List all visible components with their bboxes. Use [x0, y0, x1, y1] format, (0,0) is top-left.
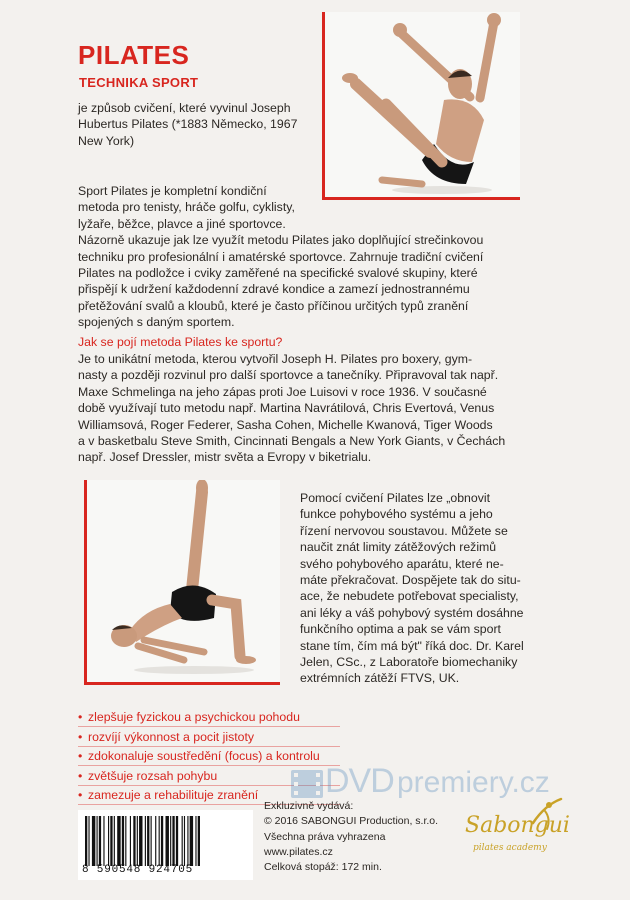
- athlete-figure-icon: [322, 12, 520, 200]
- barcode-bar: [151, 816, 152, 866]
- intro-text: je způsob cvičení, které vyvinul Joseph Hubertus Pilates (*1883 Německo, 1967 New York): [78, 101, 298, 148]
- barcode-bar: [122, 816, 124, 866]
- barcode-bar: [198, 816, 200, 866]
- barcode-bar: [137, 816, 138, 866]
- barcode-bar: [85, 816, 87, 866]
- barcode-bar: [159, 816, 160, 866]
- description-text: Sport Pilates je kompletní kondiční metoda pro tenisty, hráče golfu, cyklisty, lyžaře, běžce, plavce a jiné sportovce. Názorně ukazuje jak lze využít metodu Pilates jako doplňující strečinkovou techniku pro profesionální i amatérské sportovce. Zahrnuje tradiční cvičení Pilates na podložce i cviky zaměřené na specifické svalové skupiny, které přispějí k udržení každodenní zdravé kondice a zamezí jednostrannému přetěžování svalů a kloubů, které je často příčinou určitých typů zranění spojených s daným sportem.: [78, 184, 484, 330]
- film-strip-icon: [289, 766, 325, 802]
- barcode-bar: [103, 816, 104, 866]
- barcode-bar: [170, 816, 171, 866]
- barcode-bar: [88, 816, 89, 866]
- barcode: [78, 810, 253, 880]
- barcode-bar: [161, 816, 163, 866]
- barcode-bar: [133, 816, 135, 866]
- barcode-bar: [155, 816, 156, 866]
- benefits-list: [78, 708, 320, 806]
- barcode-bar: [187, 816, 188, 866]
- logo-name: Sabongui: [465, 813, 570, 838]
- barcode-bars-icon: [85, 816, 246, 866]
- page-subtitle: TECHNIKA SPORT: [79, 75, 199, 90]
- barcode-bar: [145, 816, 146, 866]
- benefit-label: zdokonaluje soustředění (focus) a kontrolu: [88, 749, 320, 763]
- logo-tagline: pilates academy: [473, 843, 547, 853]
- barcode-bar: [117, 816, 120, 866]
- barcode-bar: [166, 816, 169, 866]
- barcode-bar: [92, 816, 95, 866]
- benefit-label: rozvíjí výkonnost a pocit jistoty: [88, 729, 255, 744]
- barcode-bar: [182, 816, 183, 866]
- barcode-bar: [147, 816, 149, 866]
- watermark-site: premiery.cz: [397, 766, 550, 799]
- sabongui-logo: [455, 793, 585, 863]
- barcode-bar: [108, 816, 109, 866]
- barcode-bar: [125, 816, 126, 866]
- benefit-item: [78, 708, 320, 728]
- photo-bridge-pose: [84, 480, 280, 685]
- benefit-item: [78, 728, 320, 748]
- barcode-bar: [99, 816, 101, 866]
- barcode-bar: [195, 816, 196, 866]
- barcode-bar: [176, 816, 178, 866]
- benefit-item: [78, 747, 320, 767]
- barcode-bar: [130, 816, 131, 866]
- barcode-bar: [97, 816, 98, 866]
- athlete-bridge-icon: [84, 480, 280, 685]
- watermark-dvd: DVD: [325, 762, 394, 800]
- page-title: PILATES: [78, 40, 190, 70]
- benefit-label: zvětšuje rozsah pohybu: [88, 768, 218, 783]
- barcode-bar: [172, 816, 174, 866]
- section-sport-text: Je to unikátní metoda, kterou vytvořil Joseph H. Pilates pro boxery, gym- nasty a později rozvinul pro další sportovce a tanečníky. Připravoval tak např. Maxe Schmelinga na jeho zápas proti Joe Luisovi v roce 1936. V současné době využívají tuto metodu např. Martina Navrátilová, Chris Evertová, Venus Williamsová, Roger Federer, Sasha Cohen, Michelle Kwanová, Tiger Woods a v basketbalu Steve Smith, Cincinnati Bengals a New York Giants, v Čechách např. Josef Dressler, mistr světa a Evropy v biketrialu.: [78, 352, 506, 465]
- barcode-number: 8 590548 924705: [82, 864, 194, 876]
- benefit-label: zamezuje a rehabilituje zranění: [88, 788, 259, 802]
- barcode-bar: [110, 816, 112, 866]
- barcode-bar: [114, 816, 115, 866]
- photo-teaser-pose: [322, 12, 520, 200]
- benefit-item: [78, 767, 320, 787]
- barcode-bar: [184, 816, 185, 866]
- section-question: Jak se pojí metoda Pilates ke sportu?: [78, 335, 283, 349]
- barcode-bar: [190, 816, 193, 866]
- barcode-bar: [139, 816, 142, 866]
- publisher-info: Exkluzivně vydává: © 2016 SABONGUI Production, s.r.o. Všechna práva vyhrazena www.pilates.cz Celková stopáž: 172 min.: [264, 800, 439, 874]
- benefit-label: zlepšuje fyzickou a psychickou pohodu: [88, 710, 300, 724]
- quote-text: Pomocí cvičení Pilates lze „obnovit funkce pohybového systému a jeho řízení nervovou soustavou. Můžete se naučit znát limity zátěžových režimů svého pohybového aparátu, které ne- máte překračovat. Dospějete tak do situ- ace, že nebudete potřebovat specialisty, ani léky a váš pohybový systém dosáhne funkčního optima a pak se vám sport stane tím, čím má být" říká doc. Dr. Karel Jelen, CSc., z Laboratoře biomechaniky extrémních zátěží FTVS, UK.: [300, 491, 524, 686]
